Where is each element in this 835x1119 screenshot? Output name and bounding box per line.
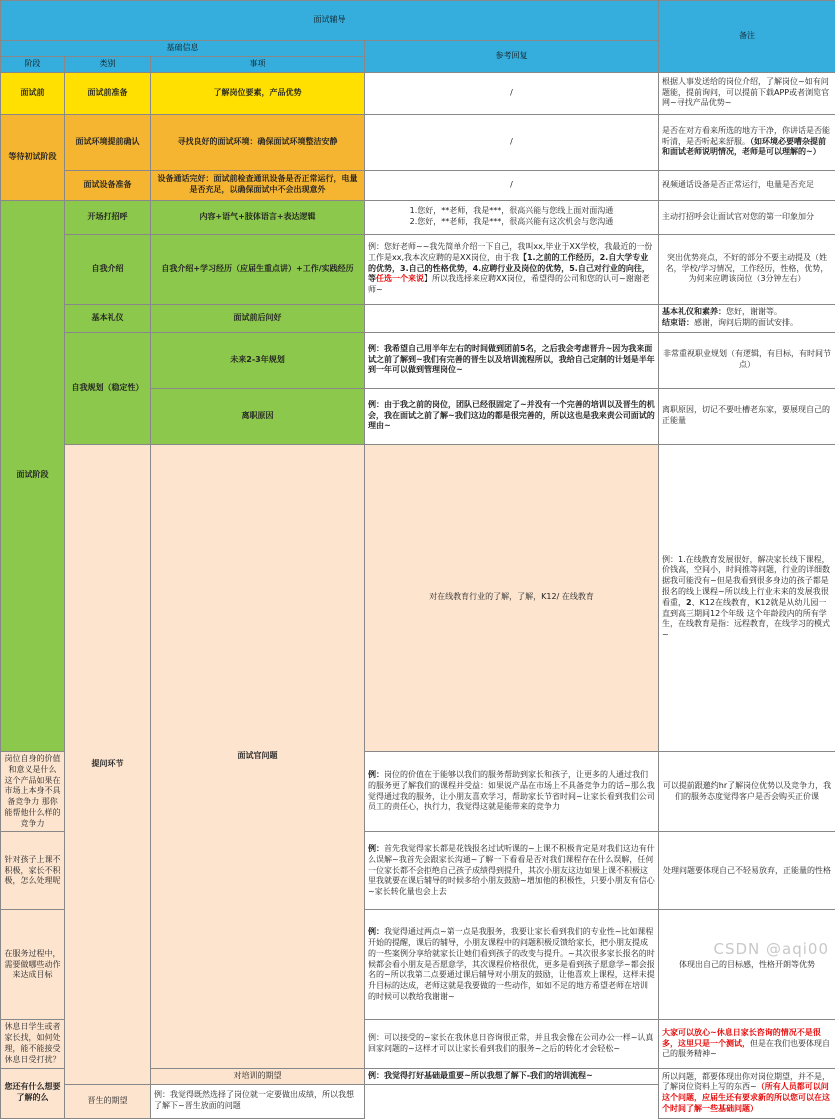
stage-qa: 提问环节 — [65, 444, 151, 1084]
reference-cell: / — [365, 170, 659, 200]
item-cell: 内容+语气+肢体语言+表达逻辑 — [151, 200, 365, 234]
category-device: 面试设备准备 — [65, 170, 151, 200]
title-row — [1, 1, 835, 41]
remark-cell: 视频通话设备是否正常运行，电量是否充足 — [659, 170, 835, 200]
item-cell: 对培训的期望 — [151, 1068, 365, 1084]
remark-cell: 根据人事发送给的岗位介绍，了解岗位~如有问题能，提前询问，可以提前下载APP或者浏览官网~寻找产品优势~ — [659, 72, 835, 114]
category-opening: 开场打招呼 — [65, 200, 151, 234]
reference-cell: 例：1.在线教育发展很好，解决家长线下课程，价钱高，空间小，时间推等问题，行业的详细数据我可能没有~但是我看到很多身边的孩子都是报名的线上课程~所以线上行业未来的发展我很看重，2、K12在线教育，K12就是从幼儿园一直到高三期间12个年级 这个年龄段内的所有学生，在线教育是指：远程教育，在线学习的模式~ — [659, 444, 835, 751]
category-header: 类别 — [65, 56, 151, 72]
reference-cell: 例：我觉得既然选择了岗位就一定要做出成绩，所以我想了解下~晋生放面的问题 — [151, 1084, 365, 1118]
item-cell: 了解岗位要素，产品优势 — [151, 72, 365, 114]
category-prep: 面试前准备 — [65, 72, 151, 114]
reference-cell: 例：岗位的价值在于能够以我们的服务帮助到家长和孩子，让更多的人通过我们的服务更了解我们的课程并受益：如果说产品在市场上不具备竞争力的话~那么我觉得通过我的服务，让小朋友喜欢学习，帮助家长节省时间~让家长看到我们公司员工的责任心，执行力，我觉得这就是能带来的竞争力 — [365, 751, 659, 832]
reference-cell: 例：由于我之前的岗位，团队已经很固定了~并没有一个完善的培训以及晋生的机会，我在面试之前了解~我们这边的都是很完善的，所以这也是我来责公司面试的理由~ — [365, 388, 659, 444]
reference-header: 参考回复 — [365, 41, 659, 73]
item-cell: 在服务过程中，需要做哪些动作来达成目标 — [1, 910, 65, 1020]
item-cell: 对在线教育行业的了解，了解，K12/ 在线教育 — [365, 444, 659, 751]
table-row — [1, 72, 835, 114]
reference-cell: / — [365, 114, 659, 170]
reference-cell: / — [365, 72, 659, 114]
remark-header: 备注 — [659, 1, 835, 73]
table-row — [1, 332, 835, 388]
reference-cell: 例：我希望自己用半年左右的时间做到团前5名，之后我会考虑晋升~因为我来面试之前了解到~我们有完善的晋生以及培训流程所以，我给自己定制的计划是半年到一年可以做到管理岗位~ — [365, 332, 659, 388]
item-header: 事项 — [151, 56, 365, 72]
remark-cell: 主动打招呼会让面试官对您的第一印象加分 — [659, 200, 835, 234]
stage-waiting: 等待初试阶段 — [1, 114, 65, 200]
reference-cell: 例：我觉得通过两点~第一点是我服务，我要让家长看到我们的专业性~比如课程开始的提醒，课后的辅导，小朋友课程中的问题积极反馈给家长，把小朋友提成的一些案例分享给就家长让她们看到孩子的改变与提升。~其次很多家长报名的时候都会看小朋友是否愿意学，其次课程价格很优，更多是看到孩子愿意学~都会报名的~所以我第二点要通过课后辅导对小朋友的鼓励，让他喜欢上课程，这样未提升目标的达成，老师这就是我要做的一些动作，如如不足的地方希望老师在培训的时候可以教给我谢谢~ — [365, 910, 659, 1020]
table-row — [1, 304, 835, 332]
item-cell: 自我介绍+学习经历（应届生重点讲）+工作/实践经历 — [151, 234, 365, 304]
item-cell: 面试前后问好 — [151, 304, 365, 332]
watermark: CSDN @aqi00 — [713, 940, 829, 958]
item-cell: 寻找良好的面试环境：确保面试环境整洁安静 — [151, 114, 365, 170]
reference-cell: 例：首先我觉得家长都是花钱报名过试听课的~上课不积极肯定是对我们这边有什么误解~我首先会跟家长沟通~了解一下看看是否对我们课程存在什么误解，任何一位家长都不会拒绝自己孩子成绩得到提升，其次小朋友这边如果上课不积极这里我就要在课后辅导的时候多给小朋友鼓励~增加他的积极性，只要小朋友有信心~家长转化量也会上去 — [365, 832, 659, 910]
reference-cell: 1.您好，**老师，我是***，很高兴能与您线上面对面沟通 2.您好，**老师，我是***，很高兴能有这次机会与您沟通 — [365, 200, 659, 234]
remark-cell: 突出优势亮点，不好的部分不要主动提及（姓名，学校/学习情况，工作经历，性格，优势，为何来应聘该岗位（3分钟左右） — [659, 234, 835, 304]
item-cell: 离职原因 — [151, 388, 365, 444]
remark-cell: 所以问题，都要体现出你对岗位期望，并不是，了解岗位资料上写的东西~（所有人员都可以问这个问题，应届生还有要求新的所以您可以在这个时间了解一些基础问题） — [659, 1068, 835, 1118]
reference-cell — [365, 304, 659, 332]
remark-cell: 可以提前跟邀约hr了解岗位优势以及竞争力，我们的服务态度觉得客户是否会购买正价课 — [659, 751, 835, 832]
remark-cell: 体现出自己的目标感，性格开朗等优势 — [659, 910, 835, 1020]
remark-cell: 大家可以放心~休息日家长咨询的情况不是很多，这里只是一个测试，但是在我们也要体现自己的服务精神~ — [659, 1020, 835, 1068]
category-env: 面试环境提前确认 — [65, 114, 151, 170]
table-title: 面试辅导 — [1, 1, 659, 41]
category-questions: 面试官问题 — [151, 444, 365, 1068]
category-ask-back: 您还有什么想要了解的么 — [1, 1068, 65, 1118]
reference-cell: 例：可以接受的~家长在我休息日咨询很正常，并且我会像在公司办公一样~认真回家问题的~这样才可以让家长看到我们的服务~之后的转化才会轻松~ — [365, 1020, 659, 1068]
remark-cell: 处理问题要体现自己不轻易放弃，正能量的性格 — [659, 832, 835, 910]
table-row — [1, 114, 835, 170]
category-planning: 自我规划（稳定性） — [65, 332, 151, 444]
item-cell: 针对孩子上课不积极，家长不积极，怎么处理呢 — [1, 832, 65, 910]
reference-cell: 例：我觉得打好基础最重要~所以我想了解下-我们的培训流程~ — [365, 1068, 659, 1084]
stage-header: 阶段 — [1, 56, 65, 72]
basic-info-header: 基础信息 — [1, 41, 365, 57]
stage-before: 面试前 — [1, 72, 65, 114]
remark-cell: 非常重视职业规划（有逻辑，有目标，有时间节点） — [659, 332, 835, 388]
table-row — [1, 444, 835, 751]
category-etiquette: 基本礼仪 — [65, 304, 151, 332]
item-cell: 未来2-3年规划 — [151, 332, 365, 388]
category-intro: 自我介绍 — [65, 234, 151, 304]
table-row — [1, 234, 835, 304]
table-row — [1, 200, 835, 234]
item-cell: 设备通话完好：面试前检查通讯设备是否正常运行，电量是否充足，以确保面试中不会出现意外 — [151, 170, 365, 200]
remark-cell: 基本礼仪和素养：您好，谢谢等。 结束语：感谢，询问后期的面试安排。 — [659, 304, 835, 332]
remark-cell: 是否在对方看来所选的地方干净，你讲话是否能听清，是否听起来舒服。（如环境必要嘈杂提前和面试老师说明情况，老师是可以理解的~） — [659, 114, 835, 170]
item-cell: 晋生的期望 — [65, 1084, 151, 1118]
item-cell: 休息日学生或者家长找，如何处理，能不能接受休息日受打扰？ — [1, 1020, 65, 1068]
remark-cell: 离职原因，切记不要吐槽老东家，要展现自己的正能量 — [659, 388, 835, 444]
reference-cell: 例：您好老师~~我先简单介绍一下自己，我叫xx,毕业于XX学校，我最近的一份工作是xx,我本次应聘的是XX岗位，由于我【1.之前的工作经历，2.自大学专业的优势，3.自己的性格优势，4.应聘行业及岗位的优势，5.自己对行业的向往，等任选一个来说】所以我选择来应聘XX岗位，希望得的公司和您的认可~谢谢老师~ — [365, 234, 659, 304]
table-row — [1, 170, 835, 200]
item-cell: 岗位自身的价值和意义是什么 这个产品如果在市场上本身不具备竞争力 那你能帮他什么样的竞争力 — [1, 751, 65, 832]
stage-interview: 面试阶段 — [1, 200, 65, 751]
